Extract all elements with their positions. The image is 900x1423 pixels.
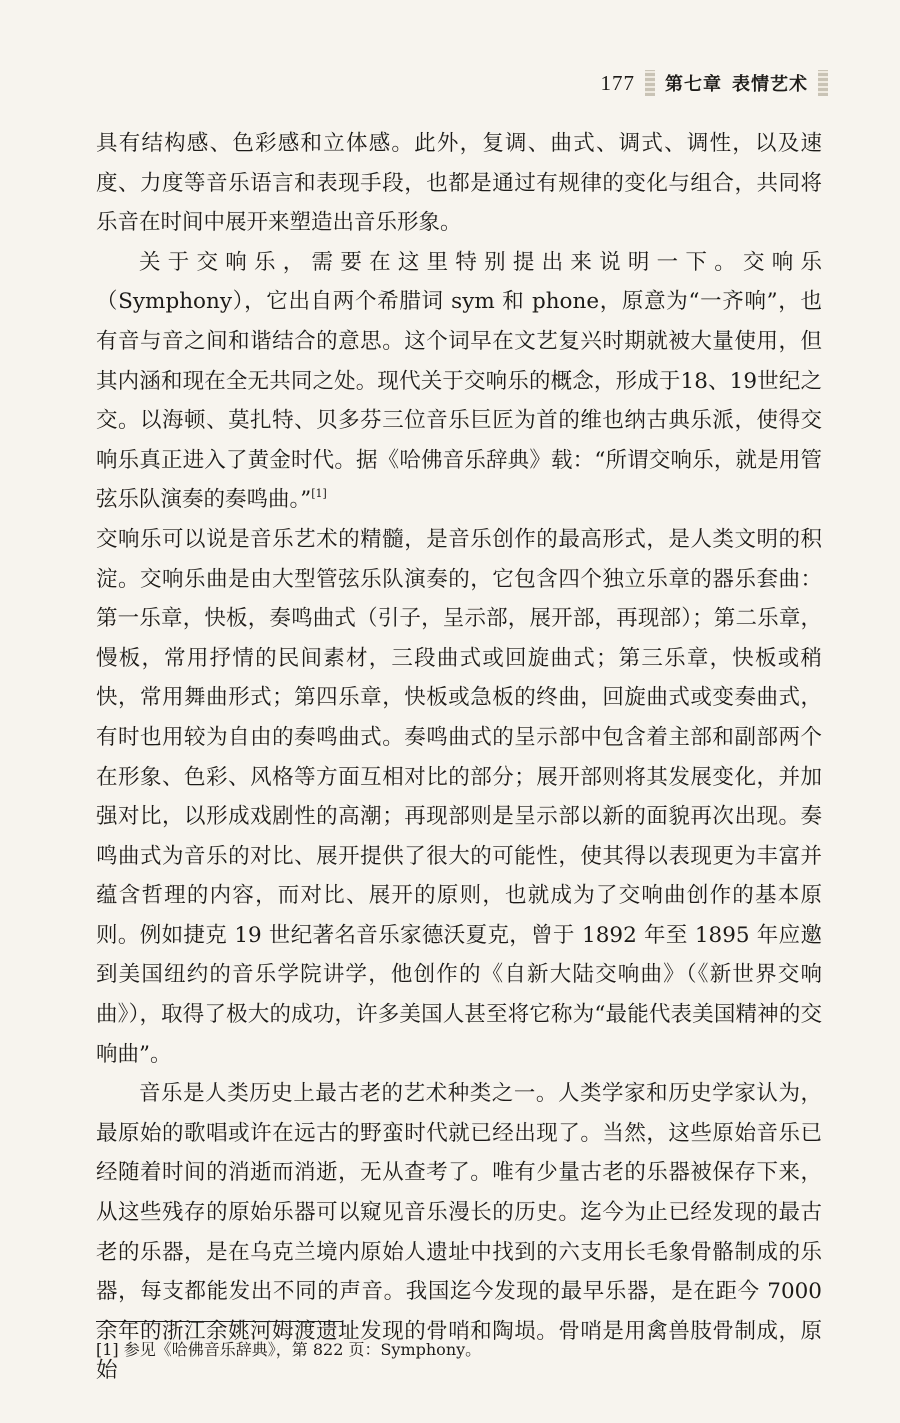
footnote: [1] 参见《哈佛音乐辞典》，第 822 页：Symphony。 <box>96 1340 482 1359</box>
footnote-divider <box>96 1321 342 1322</box>
chapter-title: 表情艺术 <box>732 74 808 95</box>
paragraph-2-text: 关于交响乐，需要在这里特别提出来说明一下。交响乐（Symphony），它出自两个希腊词 sym 和 phone，原意为“一齐响”，也有音与音之间和谐结合的意思。这个词早在文艺复兴时期就被大量使用，但其内涵和现在全无共同之处。现代关于交响乐的概念，形成于18、19世纪之交。以海顿、莫扎特、贝多芬三位音乐巨匠为首的维也纳古典乐派，使得交响乐真正进入了黄金时代。据《哈佛音乐辞典》载：“所谓交响乐，就是用管弦乐队演奏的奏鸣曲。” <box>96 249 822 513</box>
running-header <box>601 70 829 96</box>
page-number: 177 <box>600 70 635 95</box>
chapter-label: 第七章 <box>665 74 722 95</box>
paragraph-2-continuation: 交响乐可以说是音乐艺术的精髓，是音乐创作的最高形式，是人类文明的积淀。交响乐曲是由大型管弦乐队演奏的，它包含四个独立乐章的器乐套曲：第一乐章，快板，奏鸣曲式（引子，呈示部，展开部，再现部）；第二乐章，慢板，常用抒情的民间素材，三段曲式或回旋曲式；第三乐章，快板或稍快，常用舞曲形式；第四乐章，快板或急板的终曲，回旋曲式或变奏曲式，有时也用较为自由的奏鸣曲式。奏鸣曲式的呈示部中包含着主部和副部两个在形象、色彩、风格等方面互相对比的部分；展开部则将其发展变化，并加强对比，以形成戏剧性的高潮；再现部则是呈示部以新的面貌再次出现。奏鸣曲式为音乐的对比、展开提供了很大的可能性，使其得以表现更为丰富并蕴含哲理的内容，而对比、展开的原则，也就成为了交响曲创作的基本原则。例如捷克 19 世纪著名音乐家德沃夏克，曾于 1892 年至 1895 年应邀到美国纽约的音乐学院讲学，他创作的《自新大陆交响曲》（《新世界交响曲》），取得了极大的成功，许多美国人甚至将它称为“最能代表美国精神的交响曲”。 <box>96 526 822 1067</box>
footnote-marker: [1] <box>311 487 327 501</box>
header-ornament <box>818 70 828 96</box>
body-text <box>96 124 822 1391</box>
header-ornament <box>645 70 655 96</box>
paragraph-3: 音乐是人类历史上最古老的艺术种类之一。人类学家和历史学家认为，最原始的歌唱或许在远古的野蛮时代就已经出现了。当然，这些原始音乐已经随着时间的消逝而消逝，无从查考了。唯有少量古老的乐器被保存下来，从这些残存的原始乐器可以窥见音乐漫长的历史。迄今为止已经发现的最古老的乐器，是在乌克兰境内原始人遗址中找到的六支用长毛象骨骼制成的乐器，每支都能发出不同的声音。我国迄今发现的最早乐器，是在距今 7000 余年的浙江余姚河姆渡遗址发现的骨哨和陶埙。骨哨是用禽兽肢骨制成，原始 <box>96 1081 822 1384</box>
paragraph-2 <box>96 243 822 1074</box>
paragraph-1: 具有结构感、色彩感和立体感。此外，复调、曲式、调式、调性，以及速度、力度等音乐语言和表现手段，也都是通过有规律的变化与组合，共同将乐音在时间中展开来塑造出音乐形象。 <box>96 131 822 236</box>
